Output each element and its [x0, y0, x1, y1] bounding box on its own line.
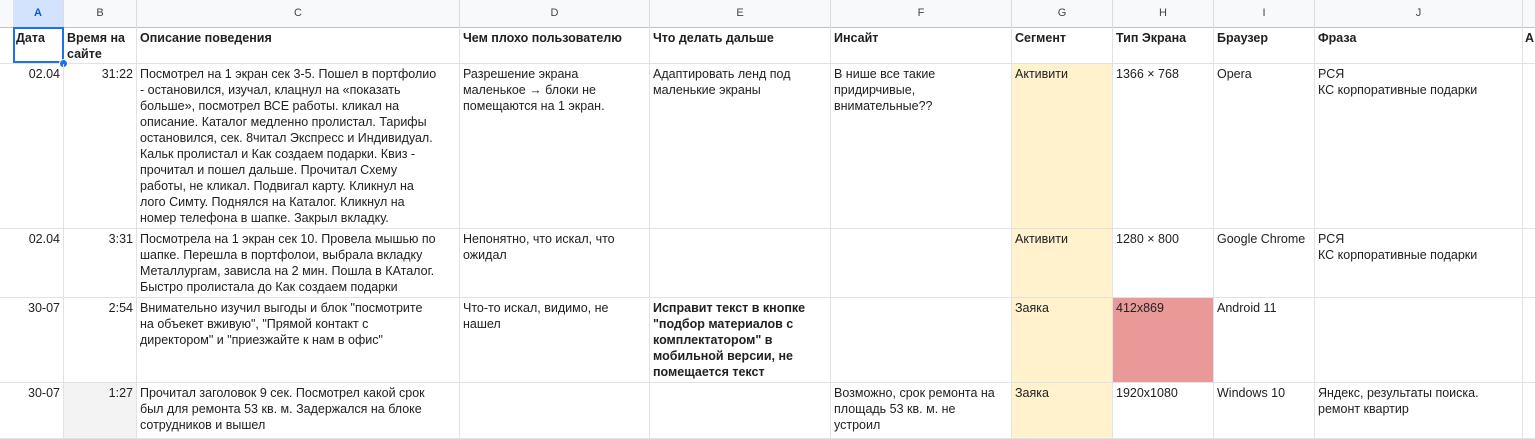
header-cell-time[interactable]: Время на сайте	[64, 27, 137, 63]
cell-browser[interactable]: Opera	[1214, 64, 1315, 228]
cell-phrase[interactable]: РСЯ КС корпоративные подарки	[1315, 64, 1523, 228]
cell-time[interactable]: 1:27	[64, 383, 137, 438]
column-header-e[interactable]: E	[650, 0, 831, 27]
cell-segment[interactable]: Заяка	[1012, 383, 1113, 438]
header-cell-screen-type[interactable]: Тип Экрана	[1113, 27, 1214, 63]
header-cell-behavior[interactable]: Описание поведения	[137, 27, 460, 63]
cell-problem[interactable]: Разрешение экрана маленькое → блоки не помещаются на 1 экран.	[460, 64, 650, 228]
cell-browser[interactable]: Android 11	[1214, 298, 1315, 382]
column-header-f[interactable]: F	[831, 0, 1012, 27]
table-row	[0, 229, 1535, 298]
cell-screen-type[interactable]: 1366 × 768	[1113, 64, 1214, 228]
column-header-j[interactable]: J	[1315, 0, 1523, 27]
header-cell-date[interactable]: Дата	[13, 27, 64, 63]
cell-empty[interactable]	[1523, 229, 1535, 297]
header-cell-insight[interactable]: Инсайт	[831, 27, 1012, 63]
cell-insight[interactable]: Возможно, срок ремонта на площадь 53 кв. м. не устроил	[831, 383, 1012, 438]
cell-time[interactable]: 31:22	[64, 64, 137, 228]
cell-phrase[interactable]	[1315, 298, 1523, 382]
cell-next-step[interactable]: Исправит текст в кнопке "подбор материалов с комплектатором" в мобильной версии, не помещается текст	[650, 298, 831, 382]
cell-segment[interactable]: Активити	[1012, 64, 1113, 228]
cell-time[interactable]: 3:31	[64, 229, 137, 297]
cell-empty[interactable]	[1523, 298, 1535, 382]
cell-date[interactable]: 30-07	[13, 383, 64, 438]
cell-time[interactable]: 2:54	[64, 298, 137, 382]
header-cell-problem[interactable]: Чем плохо пользователю	[460, 27, 650, 63]
cell-phrase[interactable]: Яндекс, результаты поиска. ремонт квартир	[1315, 383, 1523, 438]
cell-segment[interactable]: Заяка	[1012, 298, 1113, 382]
cell-next-step[interactable]	[650, 229, 831, 297]
cell-behavior[interactable]: Посмотрел на 1 экран сек 3-5. Пошел в портфолио - остановился, изучал, клацнул на «показать больше», посмотрел ВСЕ работы. кликал на описание. Каталог медленно пролистал. Тарифы остановился, сек. 8читал Экспресс и Индивидуал. Кальк пролистал и Как создаем подарки. Квиз - прочитал и пошел дальше. Прочитал Схему работы, не кликал. Подвигал карту. Кликнул на лого Симту. Поднялся на Каталог. Кликнул на номер телефона в шапке. Закрыл вкладку.	[137, 64, 460, 228]
cell-insight[interactable]: В нише все такие придирчивые, внимательные??	[831, 64, 1012, 228]
cell-screen-type[interactable]: 412x869	[1113, 298, 1214, 382]
cell-problem[interactable]	[460, 383, 650, 438]
cell-next-step[interactable]: Адаптировать ленд под маленькие экраны	[650, 64, 831, 228]
cell-problem[interactable]: Что-то искал, видимо, не нашел	[460, 298, 650, 382]
cell-empty[interactable]	[1523, 64, 1535, 228]
column-header-h[interactable]: H	[1113, 0, 1214, 27]
cell-behavior[interactable]: Прочитал заголовок 9 сек. Посмотрел какой срок был для ремонта 53 кв. м. Задержался на блоке сотрудников и вышел	[137, 383, 460, 438]
column-header-d[interactable]: D	[460, 0, 650, 27]
cell-insight[interactable]	[831, 229, 1012, 297]
cell-screen-type[interactable]: 1280 × 800	[1113, 229, 1214, 297]
header-cell-browser[interactable]: Браузер	[1214, 27, 1315, 63]
cell-segment[interactable]: Активити	[1012, 229, 1113, 297]
table-row	[0, 383, 1535, 439]
header-cell-next-column[interactable]: А	[1525, 31, 1535, 45]
cell-behavior[interactable]: Посмотрела на 1 экран сек 10. Провела мышью по шапке. Перешла в портфолои, выбрала вкладку Металлургам, зависла на 2 мин. Пошла в КАталог. Быстро пролистала до Как создаем подарки	[137, 229, 460, 297]
cell-date[interactable]: 02.04	[13, 229, 64, 297]
table-row	[0, 64, 1535, 229]
cell-insight[interactable]	[831, 298, 1012, 382]
column-header-a[interactable]: A	[13, 0, 64, 27]
cell-behavior[interactable]: Внимательно изучил выгоды и блок "посмотрите на объекет вживую", "Прямой контакт с директором" и "приезжайте к нам в офис"	[137, 298, 460, 382]
cell-date[interactable]: 02.04	[13, 64, 64, 228]
cell-problem[interactable]: Непонятно, что искал, что ожидал	[460, 229, 650, 297]
cell-screen-type[interactable]: 1920x1080	[1113, 383, 1214, 438]
cell-browser[interactable]: Windows 10	[1214, 383, 1315, 438]
cell-empty[interactable]	[1523, 383, 1535, 438]
header-cell-phrase[interactable]: Фраза	[1315, 27, 1523, 63]
header-row	[0, 27, 1535, 64]
column-header-c[interactable]: C	[137, 0, 460, 27]
column-header-g[interactable]: G	[1012, 0, 1113, 27]
header-cell-segment[interactable]: Сегмент	[1012, 27, 1113, 63]
cell-next-step[interactable]	[650, 383, 831, 438]
cell-date[interactable]: 30-07	[13, 298, 64, 382]
header-cell-next-step[interactable]: Что делать дальше	[650, 27, 831, 63]
cell-browser[interactable]: Google Chrome	[1214, 229, 1315, 297]
column-header-b[interactable]: B	[64, 0, 137, 27]
cell-phrase[interactable]: РСЯ КС корпоративные подарки	[1315, 229, 1523, 297]
column-header-bar	[0, 0, 1535, 28]
column-header-i[interactable]: I	[1214, 0, 1315, 27]
table-row	[0, 298, 1535, 383]
